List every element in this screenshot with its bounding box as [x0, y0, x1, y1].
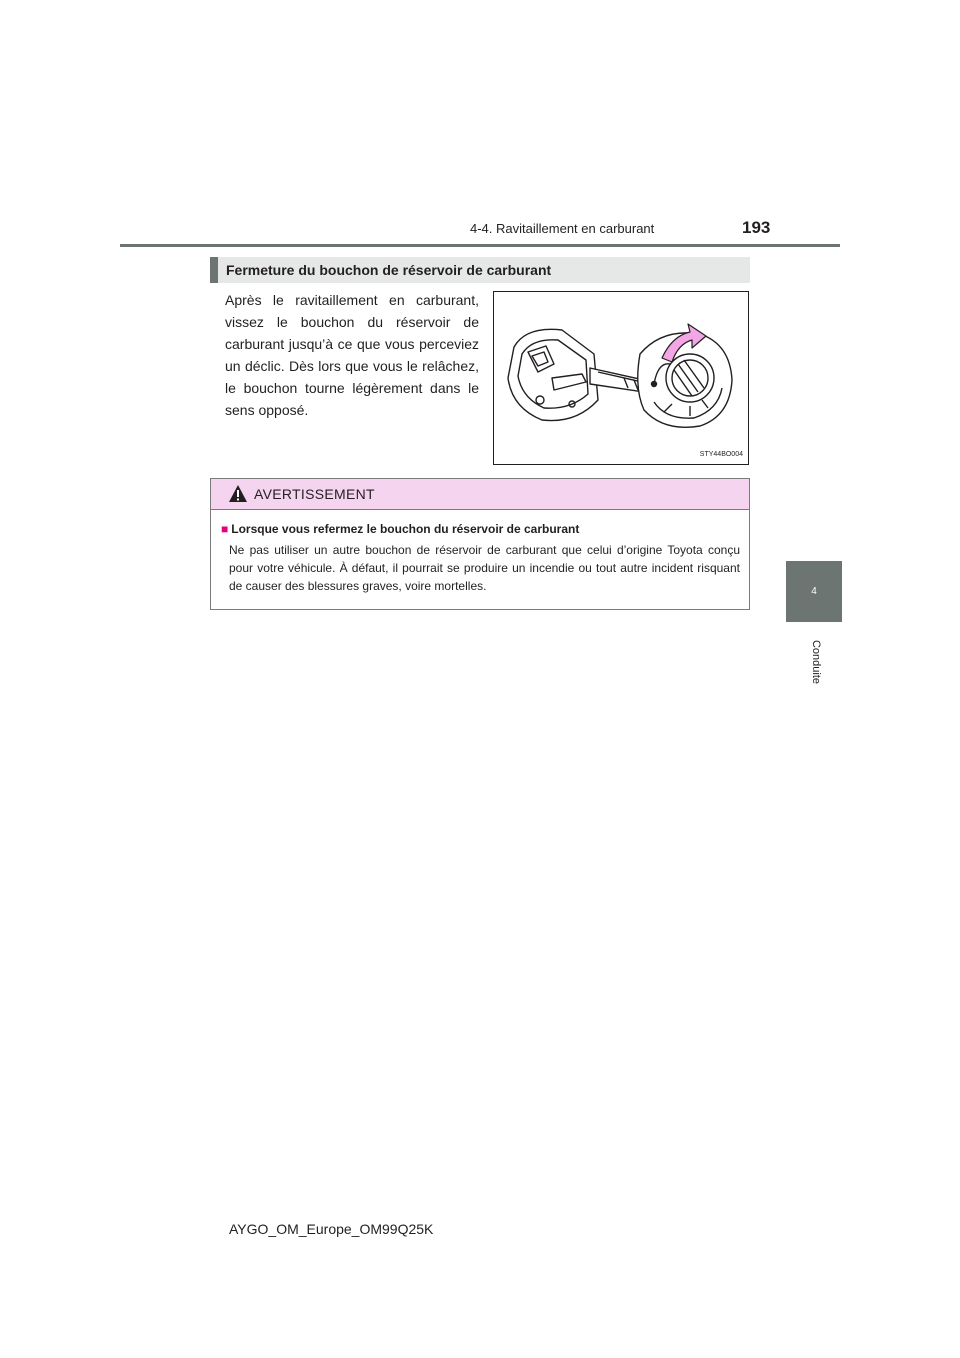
document-id: AYGO_OM_Europe_OM99Q25K	[229, 1221, 434, 1237]
chapter-tab	[786, 561, 842, 622]
figure-code: STY44BO004	[699, 451, 743, 458]
fuel-cap-illustration	[493, 291, 749, 465]
header-section-title: 4-4. Ravitaillement en carburant	[470, 221, 655, 236]
warning-header	[211, 479, 749, 510]
section-heading-bar	[210, 257, 218, 283]
warning-title: AVERTISSEMENT	[254, 486, 375, 502]
section-heading	[210, 257, 750, 283]
fuel-cap-drawing	[494, 292, 750, 466]
section-body-text: Après le ravitaillement en carburant, vissez le bouchon du réservoir de carburant jusqu’à ce que vous perceviez un déclic. Dès lors que vous le relâchez, le bouchon tourne légèrement dans le sens opposé.	[225, 292, 479, 418]
warning-item-text: Ne pas utiliser un autre bouchon de réservoir de carburant que celui d’origine Toyota conçu pour votre véhicule. À défaut, il pourrait se produire un incendie ou tout autre incident risquant de causer des blessures graves, voire mortelles.	[229, 543, 740, 593]
warning-box	[210, 478, 750, 610]
page-number: 193	[742, 218, 771, 237]
section-heading-text: Fermeture du bouchon de réservoir de carburant	[226, 262, 552, 278]
bullet-square-icon: ■	[221, 522, 229, 536]
chapter-number: 4	[811, 586, 817, 597]
warning-item-title	[221, 522, 579, 536]
chapter-label: Conduite	[810, 639, 822, 685]
warning-triangle-icon	[228, 484, 248, 503]
header-rule	[120, 244, 840, 247]
warning-item-title-text: Lorsque vous refermez le bouchon du réservoir de carburant	[231, 522, 580, 536]
